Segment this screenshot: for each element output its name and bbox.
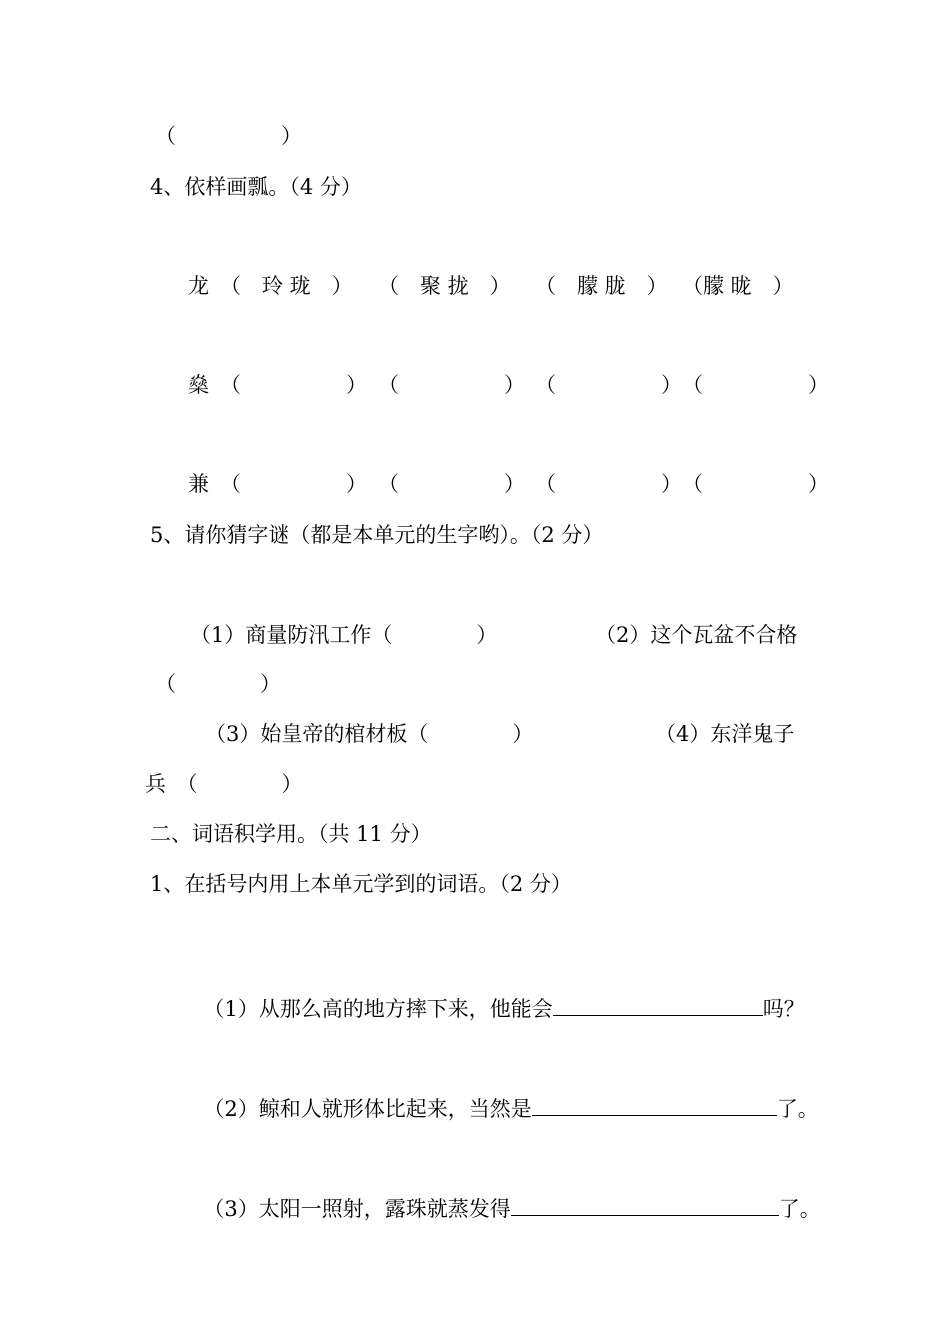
q4-row1-cell1: （ 玲 珑 ） — [220, 274, 353, 298]
q4-row1-cell3: （ 朦 胧 ） — [535, 274, 668, 298]
fill-item-2 — [190, 1071, 819, 1121]
sec2-q1-title: 1、在括号内用上本单元学到的词语。（2 分） — [150, 872, 572, 896]
q4-row3-cell1: （ ） — [220, 472, 367, 496]
q4-row3-head: 兼 — [188, 472, 209, 496]
top-paren: （ ） — [155, 124, 302, 148]
fill-item-3-text: （3）太阳一照射，露珠就蒸发得 — [203, 1197, 511, 1221]
q4-row2-cell2: （ ） — [378, 373, 525, 397]
section-2-title: 二、词语积学用。（共 11 分） — [150, 822, 432, 846]
fill-item-1-blank[interactable] — [553, 995, 763, 1016]
q4-row3-cell2: （ ） — [378, 472, 525, 496]
fill-item-2-blank[interactable] — [532, 1095, 777, 1116]
riddle-4-answer: 兵 （ ） — [145, 772, 303, 796]
riddle-1: （1）商量防汛工作（ ） — [190, 623, 498, 647]
riddle-3: （3）始皇帝的棺材板（ ） — [205, 722, 534, 746]
q4-row1-cell2: （ 聚 拢 ） — [378, 274, 511, 298]
fill-item-3-blank[interactable] — [511, 1195, 779, 1216]
q4-row2-cell1: （ ） — [220, 373, 367, 397]
q4-row1-cell4: （朦 昽 ） — [682, 274, 794, 298]
fill-item-3-end: 了。 — [778, 1197, 821, 1221]
fill-item-2-text: （2）鲸和人就形体比起来，当然是 — [203, 1097, 532, 1121]
fill-item-1-end: 吗？ — [762, 997, 805, 1021]
q4-row2-cell4: （ ） — [682, 373, 829, 397]
fill-item-1-text: （1）从那么高的地方摔下来，他能会 — [203, 997, 553, 1021]
q4-row2-head: 燊 — [188, 373, 209, 397]
riddle-2: （2）这个瓦盆不合格 — [595, 623, 798, 647]
riddle-4: （4）东洋鬼子 — [655, 722, 795, 746]
fill-item-1 — [190, 971, 805, 1021]
fill-item-3 — [190, 1171, 821, 1221]
q4-row3-cell4: （ ） — [682, 472, 829, 496]
q4-row3-cell3: （ ） — [535, 472, 682, 496]
riddle-2-answer: （ ） — [155, 672, 281, 696]
q5-title: 5、请你猜字谜（都是本单元的生字哟）。（2 分） — [150, 523, 604, 547]
q4-title: 4、依样画瓢。（4 分） — [150, 175, 362, 199]
q4-row2-cell3: （ ） — [535, 373, 682, 397]
q4-row1-head: 龙 — [188, 274, 209, 298]
fill-item-2-end: 了。 — [776, 1097, 819, 1121]
